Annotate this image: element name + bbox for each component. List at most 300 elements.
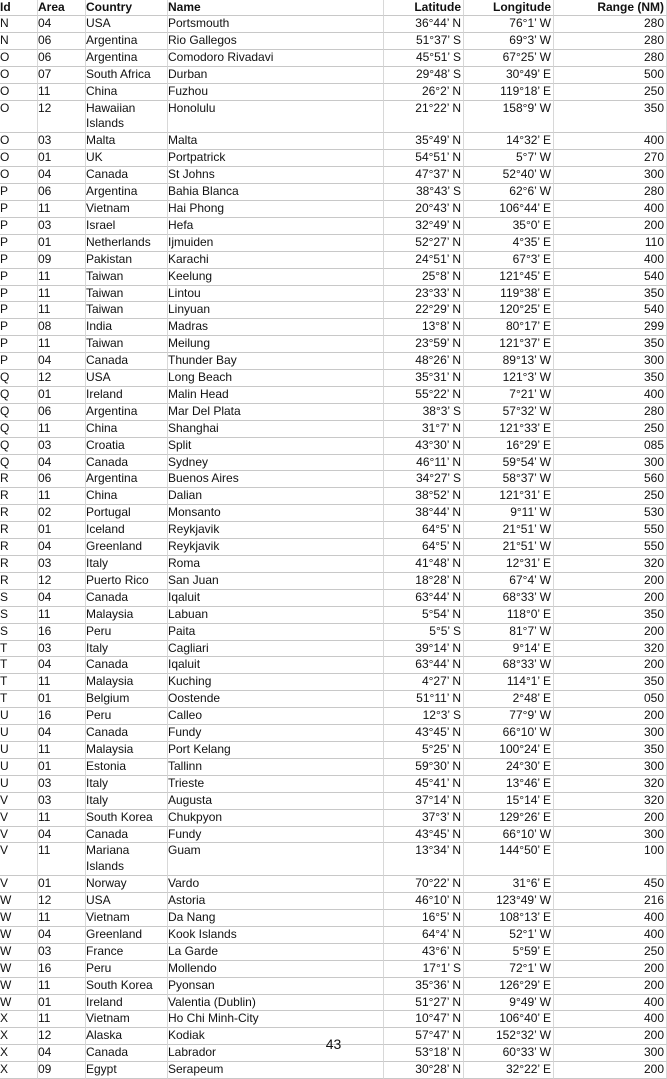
- cell-country: USA: [86, 893, 168, 910]
- cell-latitude: 13°34’ N: [384, 843, 464, 876]
- cell-longitude: 15°14’ E: [464, 793, 554, 810]
- cell-area: 03: [38, 556, 86, 573]
- cell-longitude: 126°29’ E: [464, 978, 554, 995]
- cell-name: Augusta: [168, 793, 384, 810]
- cell-country: Greenland: [86, 539, 168, 556]
- table-row: [0, 286, 667, 303]
- cell-name: Da Nang: [168, 910, 384, 927]
- cell-latitude: 51°11’ N: [384, 691, 464, 708]
- table-row: [0, 827, 667, 844]
- cell-id: W: [0, 927, 38, 944]
- cell-latitude: 5°54’ N: [384, 607, 464, 624]
- cell-name: Kodiak: [168, 1028, 384, 1045]
- table-row: [0, 742, 667, 759]
- cell-latitude: 70°22’ N: [384, 876, 464, 893]
- cell-longitude: 58°37’ W: [464, 471, 554, 488]
- cell-name: Cagliari: [168, 641, 384, 658]
- cell-longitude: 31°6’ E: [464, 876, 554, 893]
- cell-longitude: 118°0’ E: [464, 607, 554, 624]
- cell-name: Iqaluit: [168, 657, 384, 674]
- table-row: [0, 50, 667, 67]
- cell-country: USA: [86, 370, 168, 387]
- cell-name: Linyuan: [168, 302, 384, 319]
- cell-latitude: 64°4’ N: [384, 927, 464, 944]
- table-row: [0, 759, 667, 776]
- cell-name: Buenos Aires: [168, 471, 384, 488]
- cell-area: 11: [38, 843, 86, 876]
- cell-area: 12: [38, 370, 86, 387]
- cell-country: South Korea: [86, 810, 168, 827]
- cell-longitude: 68°33’ W: [464, 657, 554, 674]
- cell-range: 200: [554, 810, 667, 827]
- cell-country: Norway: [86, 876, 168, 893]
- cell-latitude: 38°52’ N: [384, 488, 464, 505]
- table-row: [0, 944, 667, 961]
- cell-country: Vietnam: [86, 910, 168, 927]
- cell-id: P: [0, 286, 38, 303]
- cell-longitude: 30°49’ E: [464, 67, 554, 84]
- cell-latitude: 21°22’ N: [384, 101, 464, 134]
- cell-id: O: [0, 84, 38, 101]
- cell-country: Ireland: [86, 387, 168, 404]
- cell-range: 550: [554, 539, 667, 556]
- cell-range: 110: [554, 235, 667, 252]
- cell-range: 320: [554, 776, 667, 793]
- cell-id: O: [0, 101, 38, 134]
- cell-id: W: [0, 910, 38, 927]
- cell-id: Q: [0, 421, 38, 438]
- cell-longitude: 21°51’ W: [464, 539, 554, 556]
- cell-range: 500: [554, 67, 667, 84]
- cell-longitude: 21°51’ W: [464, 522, 554, 539]
- cell-name: Kuching: [168, 674, 384, 691]
- cell-id: U: [0, 776, 38, 793]
- cell-latitude: 55°22’ N: [384, 387, 464, 404]
- cell-longitude: 66°10’ W: [464, 725, 554, 742]
- cell-id: W: [0, 961, 38, 978]
- cell-name: Mollendo: [168, 961, 384, 978]
- cell-latitude: 30°28’ N: [384, 1062, 464, 1079]
- table-row: [0, 691, 667, 708]
- header-longitude: Longitude: [464, 0, 554, 16]
- cell-range: 350: [554, 370, 667, 387]
- table-row: [0, 708, 667, 725]
- cell-latitude: 45°41’ N: [384, 776, 464, 793]
- cell-name: Malin Head: [168, 387, 384, 404]
- cell-id: S: [0, 624, 38, 641]
- cell-area: 11: [38, 336, 86, 353]
- cell-area: 12: [38, 101, 86, 134]
- cell-longitude: 76°1’ W: [464, 16, 554, 33]
- cell-range: 350: [554, 336, 667, 353]
- cell-id: T: [0, 691, 38, 708]
- cell-name: Lintou: [168, 286, 384, 303]
- cell-range: 300: [554, 725, 667, 742]
- cell-longitude: 119°18’ E: [464, 84, 554, 101]
- table-row: [0, 573, 667, 590]
- cell-latitude: 47°37’ N: [384, 167, 464, 184]
- cell-range: 280: [554, 404, 667, 421]
- cell-range: 400: [554, 995, 667, 1012]
- cell-id: P: [0, 184, 38, 201]
- cell-area: 03: [38, 133, 86, 150]
- table-row: [0, 421, 667, 438]
- cell-country: South Africa: [86, 67, 168, 84]
- cell-range: 550: [554, 522, 667, 539]
- cell-latitude: 10°47’ N: [384, 1011, 464, 1028]
- cell-area: 07: [38, 67, 86, 84]
- cell-name: Port Kelang: [168, 742, 384, 759]
- table-row: [0, 133, 667, 150]
- cell-area: 03: [38, 793, 86, 810]
- cell-name: Kook Islands: [168, 927, 384, 944]
- cell-longitude: 121°3’ W: [464, 370, 554, 387]
- cell-country: Iceland: [86, 522, 168, 539]
- cell-area: 03: [38, 776, 86, 793]
- cell-longitude: 24°30’ E: [464, 759, 554, 776]
- header-name: Name: [168, 0, 384, 16]
- cell-name: Monsanto: [168, 505, 384, 522]
- cell-longitude: 32°22’ E: [464, 1062, 554, 1079]
- table-row: [0, 590, 667, 607]
- cell-latitude: 64°5’ N: [384, 522, 464, 539]
- cell-range: 299: [554, 319, 667, 336]
- cell-country: Estonia: [86, 759, 168, 776]
- cell-country: Malaysia: [86, 607, 168, 624]
- cell-id: T: [0, 657, 38, 674]
- cell-longitude: 60°33’ W: [464, 1045, 554, 1062]
- cell-country: China: [86, 84, 168, 101]
- cell-name: Split: [168, 438, 384, 455]
- cell-name: Comodoro Rivadavi: [168, 50, 384, 67]
- table-row: [0, 353, 667, 370]
- cell-country: Canada: [86, 725, 168, 742]
- table-row: [0, 995, 667, 1012]
- cell-latitude: 39°14’ N: [384, 641, 464, 658]
- cell-latitude: 17°1’ S: [384, 961, 464, 978]
- cell-name: Hefa: [168, 218, 384, 235]
- cell-longitude: 119°38’ E: [464, 286, 554, 303]
- cell-range: 350: [554, 674, 667, 691]
- cell-id: R: [0, 522, 38, 539]
- table-row: [0, 961, 667, 978]
- cell-longitude: 77°9’ W: [464, 708, 554, 725]
- cell-id: S: [0, 590, 38, 607]
- table-row: [0, 876, 667, 893]
- cell-range: 250: [554, 488, 667, 505]
- cell-latitude: 37°3’ N: [384, 810, 464, 827]
- cell-id: O: [0, 150, 38, 167]
- cell-latitude: 63°44’ N: [384, 657, 464, 674]
- cell-longitude: 5°7’ W: [464, 150, 554, 167]
- cell-id: V: [0, 876, 38, 893]
- cell-area: 11: [38, 421, 86, 438]
- cell-id: X: [0, 1062, 38, 1079]
- cell-latitude: 18°28’ N: [384, 573, 464, 590]
- cell-area: 12: [38, 1028, 86, 1045]
- cell-area: 06: [38, 184, 86, 201]
- cell-longitude: 2°48’ E: [464, 691, 554, 708]
- cell-country: India: [86, 319, 168, 336]
- cell-area: 16: [38, 961, 86, 978]
- cell-area: 02: [38, 505, 86, 522]
- cell-area: 11: [38, 674, 86, 691]
- cell-latitude: 29°48’ S: [384, 67, 464, 84]
- cell-name: Durban: [168, 67, 384, 84]
- cell-country: Belgium: [86, 691, 168, 708]
- cell-area: 08: [38, 319, 86, 336]
- cell-id: Q: [0, 455, 38, 472]
- cell-name: La Garde: [168, 944, 384, 961]
- cell-country: Malaysia: [86, 742, 168, 759]
- cell-area: 04: [38, 1045, 86, 1062]
- cell-name: Labrador: [168, 1045, 384, 1062]
- table-row: [0, 725, 667, 742]
- cell-latitude: 43°45’ N: [384, 827, 464, 844]
- cell-latitude: 63°44’ N: [384, 590, 464, 607]
- cell-latitude: 36°44’ N: [384, 16, 464, 33]
- cell-name: Calleo: [168, 708, 384, 725]
- cell-id: O: [0, 167, 38, 184]
- table-row: [0, 810, 667, 827]
- table-row: [0, 336, 667, 353]
- cell-area: 11: [38, 910, 86, 927]
- cell-longitude: 106°40’ E: [464, 1011, 554, 1028]
- cell-longitude: 35°0’ E: [464, 218, 554, 235]
- cell-area: 11: [38, 978, 86, 995]
- cell-latitude: 51°37’ S: [384, 33, 464, 50]
- cell-longitude: 16°29’ E: [464, 438, 554, 455]
- cell-name: Pyonsan: [168, 978, 384, 995]
- cell-latitude: 35°31’ N: [384, 370, 464, 387]
- cell-range: 300: [554, 1045, 667, 1062]
- cell-longitude: 158°9’ W: [464, 101, 554, 134]
- cell-area: 06: [38, 404, 86, 421]
- cell-country: USA: [86, 16, 168, 33]
- cell-country: Peru: [86, 708, 168, 725]
- cell-range: 300: [554, 827, 667, 844]
- cell-id: W: [0, 893, 38, 910]
- cell-longitude: 52°40’ W: [464, 167, 554, 184]
- cell-longitude: 9°49’ W: [464, 995, 554, 1012]
- cell-range: 350: [554, 607, 667, 624]
- cell-latitude: 38°44’ N: [384, 505, 464, 522]
- cell-id: P: [0, 201, 38, 218]
- cell-longitude: 69°3’ W: [464, 33, 554, 50]
- header-country: Country: [86, 0, 168, 16]
- cell-country: Italy: [86, 556, 168, 573]
- cell-longitude: 144°50’ E: [464, 843, 554, 876]
- cell-id: X: [0, 1011, 38, 1028]
- cell-longitude: 129°26’ E: [464, 810, 554, 827]
- cell-name: Oostende: [168, 691, 384, 708]
- table-row: [0, 201, 667, 218]
- cell-range: 200: [554, 978, 667, 995]
- cell-id: R: [0, 488, 38, 505]
- cell-range: 400: [554, 1011, 667, 1028]
- cell-longitude: 123°49’ W: [464, 893, 554, 910]
- table-row: [0, 16, 667, 33]
- cell-area: 11: [38, 302, 86, 319]
- cell-range: 560: [554, 471, 667, 488]
- cell-area: 01: [38, 995, 86, 1012]
- cell-id: V: [0, 843, 38, 876]
- cell-latitude: 43°45’ N: [384, 725, 464, 742]
- cell-longitude: 100°24’ E: [464, 742, 554, 759]
- cell-country: Netherlands: [86, 235, 168, 252]
- cell-name: Hai Phong: [168, 201, 384, 218]
- header-range: Range (NM): [554, 0, 667, 16]
- cell-range: 200: [554, 624, 667, 641]
- cell-range: 250: [554, 944, 667, 961]
- cell-name: San Juan: [168, 573, 384, 590]
- cell-name: Paita: [168, 624, 384, 641]
- cell-name: Fundy: [168, 725, 384, 742]
- cell-latitude: 5°5’ S: [384, 624, 464, 641]
- cell-area: 12: [38, 893, 86, 910]
- cell-id: Q: [0, 438, 38, 455]
- cell-latitude: 54°51’ N: [384, 150, 464, 167]
- cell-longitude: 120°25’ E: [464, 302, 554, 319]
- cell-country: Malaysia: [86, 674, 168, 691]
- header-latitude: Latitude: [384, 0, 464, 16]
- cell-id: O: [0, 133, 38, 150]
- cell-area: 01: [38, 235, 86, 252]
- cell-area: 04: [38, 539, 86, 556]
- cell-latitude: 34°27’ S: [384, 471, 464, 488]
- header-area: Area: [38, 0, 86, 16]
- cell-country: Taiwan: [86, 302, 168, 319]
- cell-latitude: 22°29’ N: [384, 302, 464, 319]
- cell-area: 04: [38, 590, 86, 607]
- cell-latitude: 5°25’ N: [384, 742, 464, 759]
- cell-name: Shanghai: [168, 421, 384, 438]
- cell-country: Peru: [86, 624, 168, 641]
- cell-id: N: [0, 33, 38, 50]
- cell-longitude: 67°4’ W: [464, 573, 554, 590]
- cell-range: 050: [554, 691, 667, 708]
- cell-name: Chukpyon: [168, 810, 384, 827]
- table-row: [0, 1062, 667, 1079]
- cell-area: 03: [38, 641, 86, 658]
- cell-range: 200: [554, 708, 667, 725]
- cell-name: Honolulu: [168, 101, 384, 134]
- cell-latitude: 26°2’ N: [384, 84, 464, 101]
- cell-country: Hawaiian Islands: [86, 101, 168, 134]
- cell-id: W: [0, 944, 38, 961]
- cell-country: Taiwan: [86, 286, 168, 303]
- cell-name: Reykjavik: [168, 522, 384, 539]
- cell-latitude: 59°30’ N: [384, 759, 464, 776]
- cell-id: Q: [0, 387, 38, 404]
- cell-latitude: 46°11’ N: [384, 455, 464, 472]
- cell-latitude: 57°47’ N: [384, 1028, 464, 1045]
- cell-range: 280: [554, 184, 667, 201]
- cell-longitude: 57°32’ W: [464, 404, 554, 421]
- table-row: [0, 235, 667, 252]
- cell-range: 320: [554, 641, 667, 658]
- table-row: [0, 67, 667, 84]
- cell-range: 200: [554, 657, 667, 674]
- cell-range: 350: [554, 286, 667, 303]
- cell-latitude: 35°49’ N: [384, 133, 464, 150]
- cell-range: 540: [554, 302, 667, 319]
- table-row: [0, 539, 667, 556]
- table-row: [0, 252, 667, 269]
- cell-id: R: [0, 556, 38, 573]
- cell-name: Astoria: [168, 893, 384, 910]
- cell-id: Q: [0, 370, 38, 387]
- cell-range: 300: [554, 167, 667, 184]
- cell-id: P: [0, 353, 38, 370]
- cell-name: Rio Gallegos: [168, 33, 384, 50]
- cell-latitude: 38°43’ S: [384, 184, 464, 201]
- cell-country: Canada: [86, 590, 168, 607]
- cell-country: France: [86, 944, 168, 961]
- table-header-row: [0, 0, 667, 16]
- cell-id: V: [0, 810, 38, 827]
- cell-area: 09: [38, 252, 86, 269]
- table-row: [0, 387, 667, 404]
- cell-longitude: 121°37’ E: [464, 336, 554, 353]
- cell-area: 06: [38, 50, 86, 67]
- cell-country: Egypt: [86, 1062, 168, 1079]
- table-row: [0, 319, 667, 336]
- cell-longitude: 9°14’ E: [464, 641, 554, 658]
- table-row: [0, 893, 667, 910]
- cell-latitude: 13°8’ N: [384, 319, 464, 336]
- table-row: [0, 488, 667, 505]
- cell-range: 320: [554, 556, 667, 573]
- table-row: [0, 184, 667, 201]
- cell-longitude: 52°1’ W: [464, 927, 554, 944]
- cell-name: Fuzhou: [168, 84, 384, 101]
- cell-country: Portugal: [86, 505, 168, 522]
- cell-area: 11: [38, 607, 86, 624]
- cell-id: X: [0, 1045, 38, 1062]
- cell-range: 100: [554, 843, 667, 876]
- cell-range: 400: [554, 387, 667, 404]
- table-row: [0, 455, 667, 472]
- cell-longitude: 67°25’ W: [464, 50, 554, 67]
- table-row: [0, 556, 667, 573]
- cell-longitude: 13°46’ E: [464, 776, 554, 793]
- cell-country: Puerto Rico: [86, 573, 168, 590]
- cell-area: 01: [38, 522, 86, 539]
- cell-range: 300: [554, 353, 667, 370]
- cell-range: 540: [554, 269, 667, 286]
- cell-latitude: 35°36’ N: [384, 978, 464, 995]
- table-row: [0, 471, 667, 488]
- cell-longitude: 121°31’ E: [464, 488, 554, 505]
- cell-name: Serapeum: [168, 1062, 384, 1079]
- cell-country: Italy: [86, 776, 168, 793]
- cell-area: 11: [38, 742, 86, 759]
- cell-country: Pakistan: [86, 252, 168, 269]
- cell-latitude: 48°26’ N: [384, 353, 464, 370]
- cell-name: Fundy: [168, 827, 384, 844]
- cell-id: P: [0, 269, 38, 286]
- cell-longitude: 108°13’ E: [464, 910, 554, 927]
- cell-id: T: [0, 641, 38, 658]
- cell-area: 04: [38, 657, 86, 674]
- cell-area: 04: [38, 827, 86, 844]
- cell-range: 200: [554, 573, 667, 590]
- table-row: [0, 101, 667, 134]
- cell-area: 03: [38, 944, 86, 961]
- cell-longitude: 4°35’ E: [464, 235, 554, 252]
- cell-country: Canada: [86, 1045, 168, 1062]
